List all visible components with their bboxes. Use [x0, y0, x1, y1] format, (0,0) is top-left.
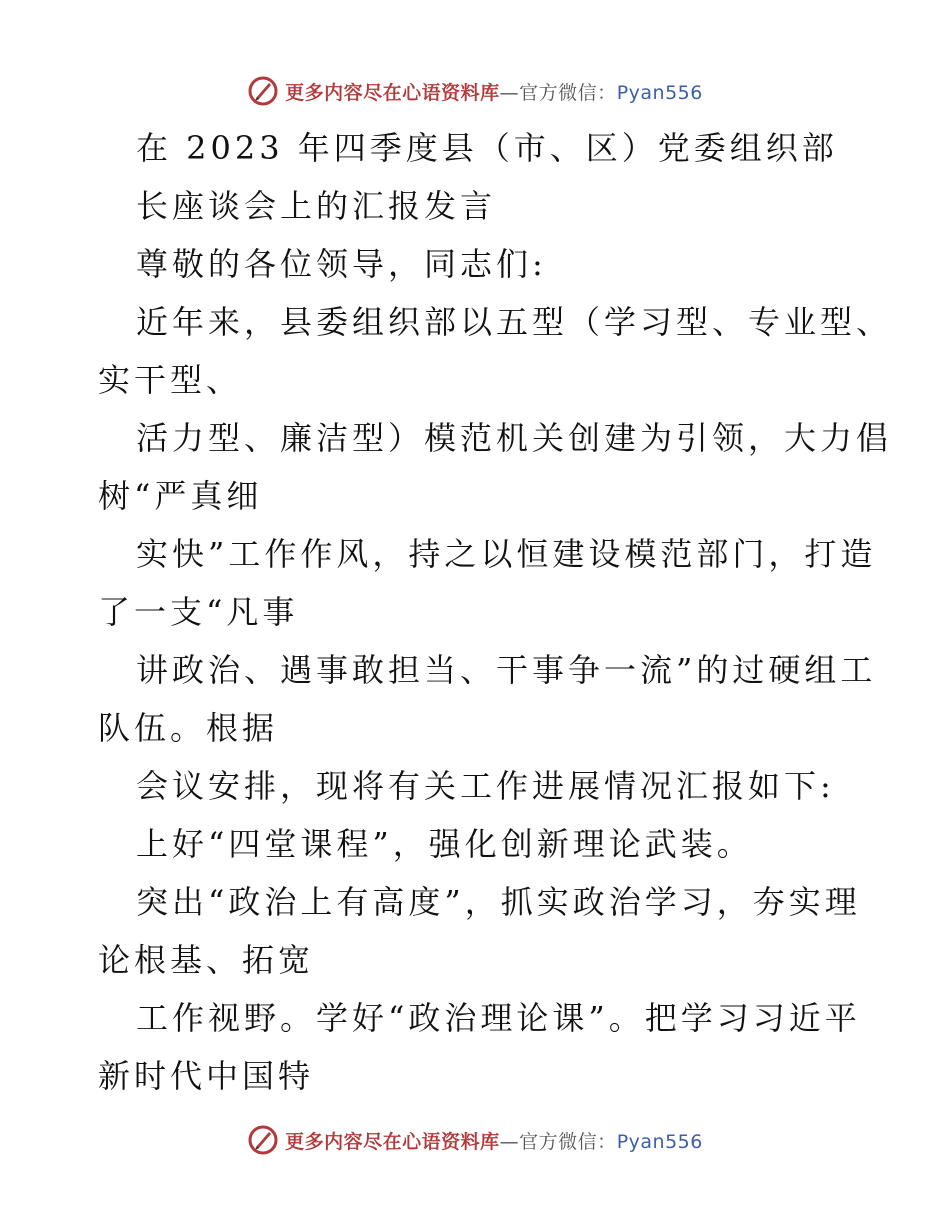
- paragraph-line: 队伍。根据: [98, 709, 279, 747]
- watermark-dash: —: [499, 81, 520, 104]
- paragraph-line: 实快”工作作风，持之以恒建设模范部门，打造: [136, 535, 877, 573]
- watermark-header: [0, 71, 950, 111]
- paragraph-line: 工作视野。学好“政治理论课”。把学习习近平: [136, 999, 861, 1037]
- paragraph-line: 会议安排，现将有关工作进展情况汇报如下:: [136, 767, 835, 805]
- watermark-official: 官方微信：: [519, 81, 617, 104]
- paragraph-line: 活力型、廉洁型）模范机关创建为引领，大力倡: [136, 419, 893, 457]
- paragraph-line: 了一支“凡事: [98, 593, 299, 631]
- watermark-main: 更多内容尽在心语资料库: [285, 1130, 500, 1153]
- watermark-wechat: Pyan556: [616, 81, 703, 104]
- salutation: 尊敬的各位领导，同志们:: [136, 245, 547, 283]
- paragraph-line: 突出“政治上有高度”，抓实政治学习，夯实理: [136, 883, 861, 921]
- watermark-text: [285, 78, 703, 105]
- paragraph-line: 新时代中国特: [98, 1057, 315, 1095]
- watermark-main: 更多内容尽在心语资料库: [285, 81, 500, 104]
- paragraph-line: 近年来，县委组织部以五型（学习型、专业型、: [136, 303, 893, 341]
- paragraph-line: 实干型、: [98, 361, 243, 399]
- watermark-official: 官方微信：: [519, 1130, 617, 1153]
- section-heading: 上好“四堂课程”，强化创新理论武装。: [136, 825, 753, 863]
- paragraph-line: 讲政治、遇事敢担当、干事争一流”的过硬组工: [136, 651, 877, 689]
- quill-logo-icon: [247, 75, 279, 107]
- watermark-wechat: Pyan556: [616, 1130, 703, 1153]
- paragraph-line: 论根基、拓宽: [98, 941, 315, 979]
- watermark-dash: —: [499, 1130, 520, 1153]
- quill-logo-icon: [247, 1124, 279, 1156]
- watermark-footer: [0, 1120, 950, 1160]
- watermark-text: [285, 1127, 703, 1154]
- title-line-2: 长座谈会上的汇报发言: [136, 187, 497, 225]
- paragraph-line: 树“严真细: [98, 477, 263, 515]
- title-line-1: 在 2023 年四季度县（市、区）党委组织部: [136, 129, 838, 167]
